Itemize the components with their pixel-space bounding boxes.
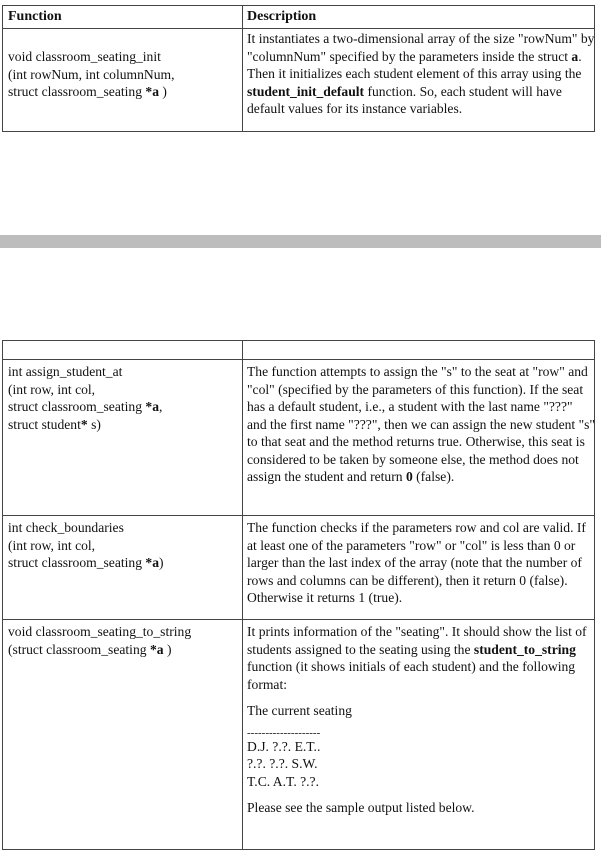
function-signature	[8, 363, 236, 433]
function-signature	[8, 519, 236, 572]
header-description: Description	[247, 9, 317, 24]
signature-line: int check_boundaries	[8, 520, 124, 535]
table-header-row	[3, 6, 594, 29]
function-signature	[8, 48, 236, 101]
function-table-1	[2, 5, 595, 132]
page-separator-bar	[0, 235, 601, 248]
column-divider	[242, 29, 243, 131]
format-rule: --------------------	[247, 726, 321, 739]
column-divider	[242, 360, 243, 515]
signature-line: struct classroom_seating *a)	[8, 555, 164, 570]
function-table-2	[2, 340, 595, 850]
signature-line: (int row, int col,	[8, 381, 96, 397]
column-divider	[242, 516, 243, 619]
signature-line: struct classroom_seating *a,	[8, 399, 163, 414]
function-description: It prints information of the "seating". It should show the list of students assigned to the seating using the student_to_string function (it shows initials of each student) and the following format: The current seating -------------------- D.J. ?.?. E.T.. ?.?. ?.?. S.W. T.C. A.T. ?.?. Please see the sample output listed below.	[247, 623, 595, 817]
format-line: D.J. ?.?. E.T..	[247, 738, 321, 754]
format-line: T.C. A.T. ?.?.	[247, 773, 319, 789]
signature-line: (int rowNum, int columnNum,	[8, 66, 175, 82]
header-function: Function	[8, 9, 62, 24]
format-line: ?.?. ?.?. S.W.	[247, 756, 318, 771]
signature-line: struct student* s)	[8, 416, 101, 432]
table-row-classroom-seating-init	[3, 29, 594, 131]
function-signature	[8, 623, 236, 658]
table-row-classroom-seating-to-string	[3, 620, 594, 849]
function-description: The function checks if the parameters row and col are valid. If at least one of the parameters "row" or "col" is less than 0 or larger than the last index of the array (note that the number of rows and columns can be different), then it return 0 (false). Otherwise it returns 1 (true).	[247, 520, 586, 605]
signature-line: void classroom_seating_init	[8, 49, 161, 64]
format-title: The current seating	[247, 703, 352, 718]
column-divider	[242, 341, 243, 359]
signature-line: (int row, int col,	[8, 537, 96, 553]
format-footer: Please see the sample output listed below.	[247, 800, 475, 815]
signature-line: int assign_student_at	[8, 364, 123, 379]
table-row-assign-student-at	[3, 360, 594, 516]
table-row-check-boundaries	[3, 516, 594, 620]
function-description: The function attempts to assign the "s" to the seat at "row" and "col" (specified by the parameters of this function). If the seat has a default student, i.e., a student with the last name "???" and the first name "???", then we can assign the new student "s" to that seat and the method returns true. Otherwise, this seat is considered to be taken by someone else, the method does not assign the student and return 0 (false).	[247, 364, 595, 484]
signature-line: (struct classroom_seating *a )	[8, 641, 172, 657]
signature-line: void classroom_seating_to_string	[8, 624, 192, 639]
column-divider	[242, 6, 243, 28]
column-divider	[242, 620, 243, 849]
signature-line: struct classroom_seating *a )	[8, 84, 167, 99]
function-description: It instantiates a two-dimensional array of the size "rowNum" by "columnNum" specified by the parameters inside the struct a. Then it initializes each student element of this array using the student_init_default function. So, each student will have default values for its instance variables.	[247, 31, 595, 116]
table-header-row-empty	[3, 341, 594, 360]
